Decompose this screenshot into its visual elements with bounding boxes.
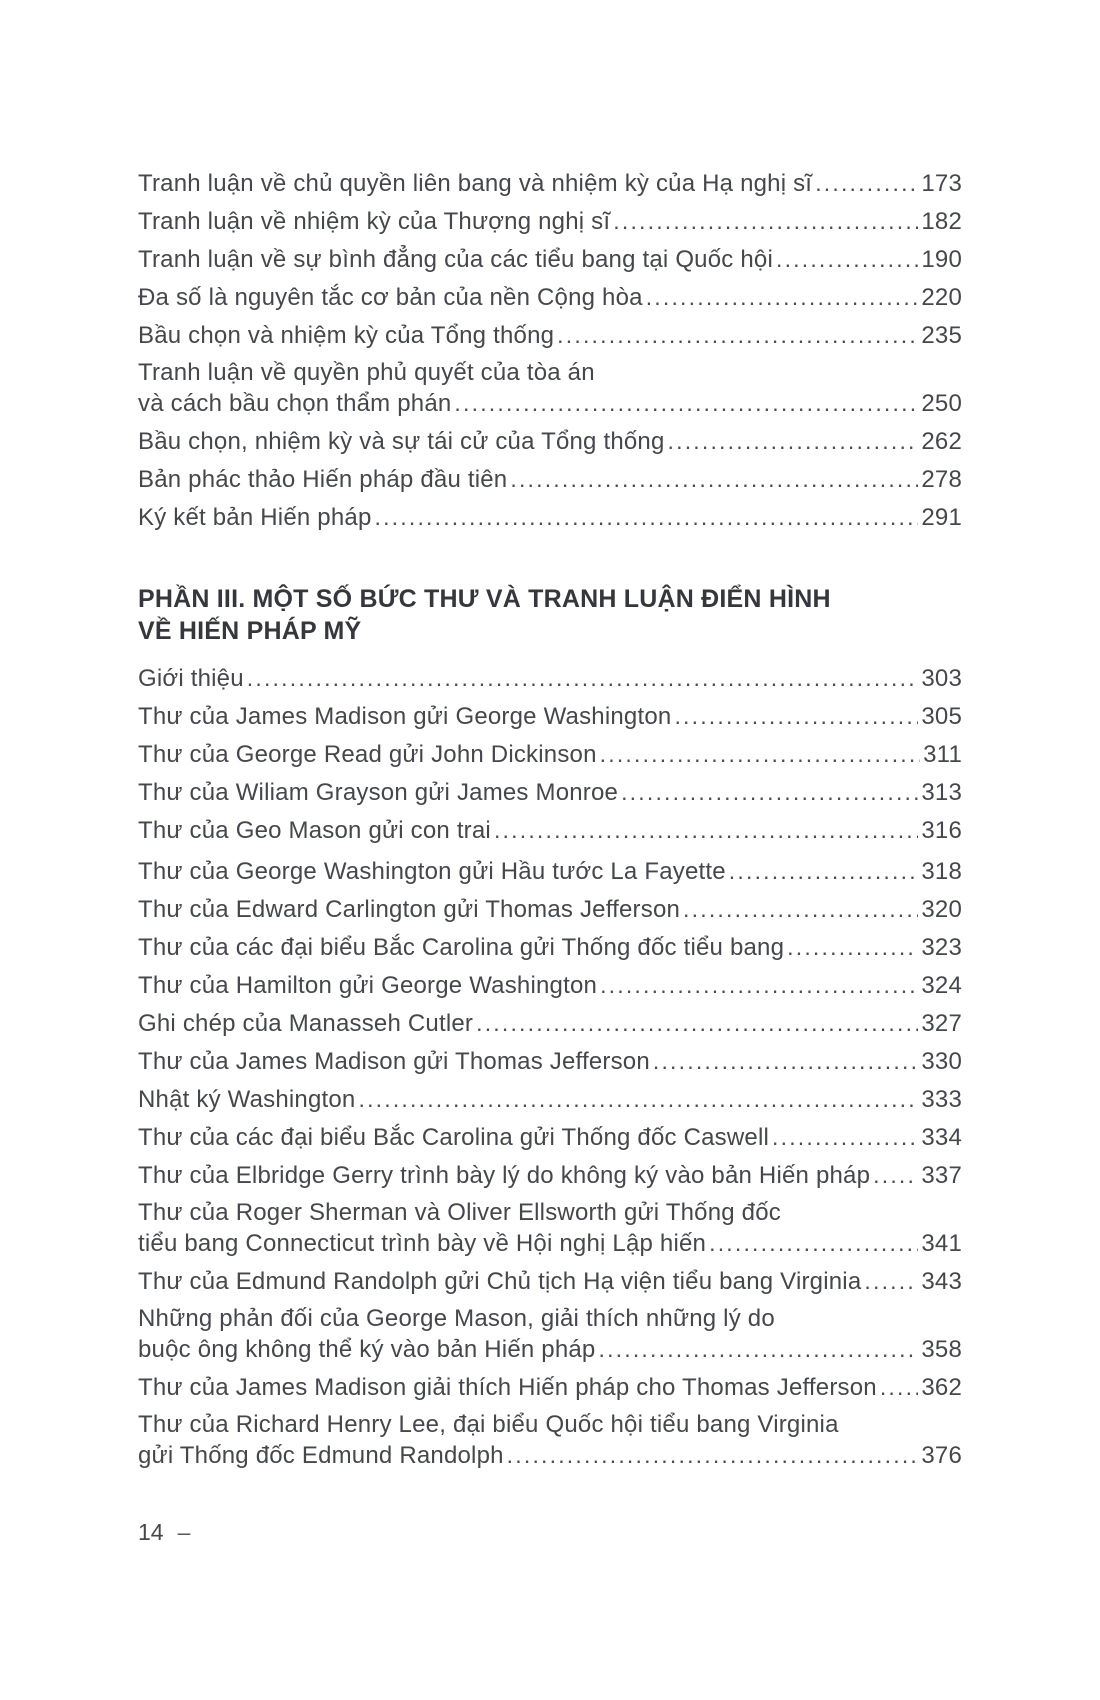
toc-entry-main-line: [138, 777, 962, 808]
toc-entry-main-line: [138, 502, 962, 533]
toc-entry: [138, 168, 962, 199]
toc-entry-page-number: 327: [921, 1010, 962, 1037]
toc-entry: [138, 970, 962, 1001]
dot-leader: [729, 856, 919, 887]
toc-entry-main-line: [138, 1008, 962, 1039]
toc-entry-title: Thư của Wiliam Grayson gửi James Monroe: [138, 779, 619, 806]
section-heading-part3: [138, 583, 962, 647]
toc-entry-wrap-lines: [138, 358, 962, 388]
toc-entry-main-line: [138, 426, 962, 457]
toc-entry-main-line: [138, 701, 962, 732]
toc-entry-title: Thư của George Washington gửi Hầu tước La Fayette: [138, 858, 726, 885]
toc-entry-title: Thư của James Madison gửi George Washington: [138, 703, 672, 730]
dot-leader: [873, 1160, 918, 1191]
toc-entry-title: và cách bầu chọn thẩm phán: [138, 390, 452, 417]
toc-entry-title: Tranh luận về nhiệm kỳ của Thượng nghị sĩ: [138, 208, 611, 235]
toc-entry-main-line: [138, 464, 962, 495]
toc-entry-page-number: 220: [921, 284, 962, 311]
toc-entry-title: Ghi chép của Manasseh Cutler: [138, 1010, 474, 1037]
toc-entry: [138, 1304, 962, 1365]
toc-entry-main-line: [138, 1122, 962, 1153]
toc-entry: [138, 282, 962, 313]
toc-entry-title: Thư của Geo Mason gửi con trai: [138, 817, 491, 844]
dot-leader: [668, 426, 919, 457]
toc-entry-main-line: [138, 282, 962, 313]
toc-entry: [138, 1266, 962, 1297]
toc-entry-page-number: 358: [921, 1336, 962, 1363]
toc-entry-main-line: [138, 1372, 962, 1403]
toc-entry: [138, 1160, 962, 1191]
toc-entry-main-line: [138, 663, 962, 694]
toc-entry: [138, 856, 962, 887]
toc-section-part2: [138, 168, 962, 533]
toc-entry-main-line: [138, 894, 962, 925]
toc-entry: [138, 244, 962, 275]
dot-leader: [674, 701, 918, 732]
toc-entry-title: Thư của Edmund Randolph gửi Chủ tịch Hạ viện tiểu bang Virginia: [138, 1268, 862, 1295]
toc-entry-title: Bầu chọn, nhiệm kỳ và sự tái cử của Tổng thống: [138, 428, 665, 455]
toc-entry: [138, 1008, 962, 1039]
table-of-contents: [138, 168, 962, 1478]
toc-entry-main-line: [138, 320, 962, 351]
toc-entry-main-line: [138, 1228, 962, 1259]
toc-entry: [138, 464, 962, 495]
toc-entry-wrap-lines: [138, 1198, 962, 1228]
toc-entry: [138, 502, 962, 533]
toc-entry-title: Thư của Elbridge Gerry trình bày lý do không ký vào bản Hiến pháp: [138, 1162, 871, 1189]
toc-entry-page-number: 337: [921, 1162, 962, 1189]
toc-entry-page-number: 318: [921, 858, 962, 885]
dot-leader: [653, 1046, 918, 1077]
toc-entry-page-number: 324: [921, 972, 962, 999]
toc-entry-page-number: 311: [923, 741, 962, 768]
toc-entry-page-number: 376: [921, 1442, 962, 1469]
toc-entry: [138, 1084, 962, 1115]
dot-leader: [772, 1122, 918, 1153]
toc-entry-title: Thư của Edward Carlington gửi Thomas Jefferson: [138, 896, 681, 923]
toc-entry-page-number: 173: [921, 170, 962, 197]
toc-entry: [138, 358, 962, 419]
dot-leader: [683, 894, 918, 925]
toc-entry-line: Thư của Richard Henry Lee, đại biểu Quốc hội tiểu bang Virginia: [138, 1411, 839, 1438]
toc-entry: [138, 663, 962, 694]
toc-entry-page-number: 341: [921, 1230, 962, 1257]
toc-entry-page-number: 303: [921, 665, 962, 692]
dot-leader: [880, 1372, 919, 1403]
toc-entry-page-number: 250: [921, 390, 962, 417]
toc-entry: [138, 894, 962, 925]
toc-entry-main-line: [138, 1084, 962, 1115]
dot-leader: [510, 464, 918, 495]
toc-entry-page-number: 262: [921, 428, 962, 455]
toc-entry-page-number: 235: [921, 322, 962, 349]
dot-leader: [375, 502, 919, 533]
toc-entry-title: tiểu bang Connecticut trình bày về Hội nghị Lập hiến: [138, 1230, 707, 1257]
toc-entry-page-number: 320: [921, 896, 962, 923]
toc-entry-main-line: [138, 244, 962, 275]
toc-entry-wrap-lines: [138, 1304, 962, 1334]
dot-leader: [864, 1266, 918, 1297]
toc-entry-page-number: 190: [921, 246, 962, 273]
dot-leader: [600, 739, 920, 770]
toc-entry: [138, 426, 962, 457]
toc-entry-main-line: [138, 856, 962, 887]
toc-entry-main-line: [138, 1160, 962, 1191]
toc-entry: [138, 1198, 962, 1259]
toc-entry-title: buộc ông không thể ký vào bản Hiến pháp: [138, 1336, 596, 1363]
toc-entry-line: Tranh luận về quyền phủ quyết của tòa án: [138, 359, 595, 386]
toc-entry-main-line: [138, 168, 962, 199]
folio-page-number: 14: [138, 1519, 164, 1545]
dot-leader: [621, 777, 918, 808]
toc-entry: [138, 1372, 962, 1403]
toc-entry-page-number: 291: [921, 504, 962, 531]
toc-entry-main-line: [138, 739, 962, 770]
toc-entry-main-line: [138, 206, 962, 237]
dot-leader: [600, 970, 918, 1001]
toc-entry-title: Thư của Hamilton gửi George Washington: [138, 972, 598, 999]
toc-entry-page-number: 316: [921, 817, 962, 844]
dot-leader: [247, 663, 919, 694]
toc-entry: [138, 932, 962, 963]
toc-entry-title: Thư của James Madison giải thích Hiến pháp cho Thomas Jefferson: [138, 1374, 877, 1401]
toc-entry-main-line: [138, 1046, 962, 1077]
toc-entry-main-line: [138, 1266, 962, 1297]
dot-leader: [476, 1008, 918, 1039]
dot-leader: [613, 206, 918, 237]
toc-entry: [138, 701, 962, 732]
toc-entry-page-number: 278: [921, 466, 962, 493]
toc-entry-page-number: 334: [921, 1124, 962, 1151]
toc-entry: [138, 1410, 962, 1471]
toc-entry-main-line: [138, 932, 962, 963]
toc-entry-page-number: 305: [921, 703, 962, 730]
footer-dash: –: [177, 1519, 191, 1545]
toc-entry-title: Tranh luận về sự bình đẳng của các tiểu bang tại Quốc hội: [138, 246, 773, 273]
dot-leader: [815, 168, 918, 199]
toc-entry-page-number: 333: [921, 1086, 962, 1113]
dot-leader: [557, 320, 918, 351]
toc-entry-title: Nhật ký Washington: [138, 1086, 356, 1113]
dot-leader: [776, 244, 918, 275]
dot-leader: [358, 1084, 918, 1115]
toc-entry-wrap-lines: [138, 1410, 962, 1440]
dot-leader: [646, 282, 919, 313]
toc-entry-title: Bản phác thảo Hiến pháp đầu tiên: [138, 466, 508, 493]
dot-leader: [787, 932, 918, 963]
toc-entry-page-number: 343: [921, 1268, 962, 1295]
section-heading-line1: PHẦN III. MỘT SỐ BỨC THƯ VÀ TRANH LUẬN ĐIỂN HÌNH: [138, 585, 831, 613]
toc-entry-title: Đa số là nguyên tắc cơ bản của nền Cộng hòa: [138, 284, 643, 311]
dot-leader: [709, 1228, 918, 1259]
section-heading-line2: VỀ HIẾN PHÁP MỸ: [138, 617, 362, 645]
toc-entry: [138, 1122, 962, 1153]
dot-leader: [494, 815, 918, 846]
toc-entry-title: Tranh luận về chủ quyền liên bang và nhiệm kỳ của Hạ nghị sĩ: [138, 170, 813, 197]
toc-entry-main-line: [138, 388, 962, 419]
toc-entry-line: Những phản đối của George Mason, giải thích những lý do: [138, 1305, 775, 1332]
dot-leader: [454, 388, 918, 419]
toc-entry-main-line: [138, 970, 962, 1001]
toc-entry-title: Bầu chọn và nhiệm kỳ của Tổng thống: [138, 322, 555, 349]
toc-entry: [138, 320, 962, 351]
toc-entry-line: Thư của Roger Sherman và Oliver Ellsworth gửi Thống đốc: [138, 1199, 781, 1226]
toc-entry-title: Ký kết bản Hiến pháp: [138, 504, 372, 531]
toc-entry-title: gửi Thống đốc Edmund Randolph: [138, 1442, 504, 1469]
toc-entry-title: Thư của George Read gửi John Dickinson: [138, 741, 597, 768]
toc-section-part3: [138, 663, 962, 1471]
toc-entry-page-number: 362: [921, 1374, 962, 1401]
toc-entry-title: Thư của James Madison gửi Thomas Jefferson: [138, 1048, 650, 1075]
toc-entry-page-number: 182: [921, 208, 962, 235]
toc-entry: [138, 815, 962, 846]
dot-leader: [507, 1440, 919, 1471]
toc-entry-main-line: [138, 1440, 962, 1471]
toc-entry-title: Thư của các đại biểu Bắc Carolina gửi Thống đốc Caswell: [138, 1124, 770, 1151]
toc-entry-main-line: [138, 1334, 962, 1365]
toc-entry-page-number: 313: [921, 779, 962, 806]
toc-entry-title: Thư của các đại biểu Bắc Carolina gửi Thống đốc tiểu bang: [138, 934, 785, 961]
dot-leader: [598, 1334, 918, 1365]
toc-entry-page-number: 330: [921, 1048, 962, 1075]
toc-entry: [138, 777, 962, 808]
toc-entry-page-number: 323: [921, 934, 962, 961]
toc-entry-title: Giới thiệu: [138, 665, 244, 692]
toc-entry: [138, 206, 962, 237]
toc-entry-main-line: [138, 815, 962, 846]
page-footer: [138, 1519, 190, 1546]
toc-entry: [138, 739, 962, 770]
toc-entry: [138, 1046, 962, 1077]
